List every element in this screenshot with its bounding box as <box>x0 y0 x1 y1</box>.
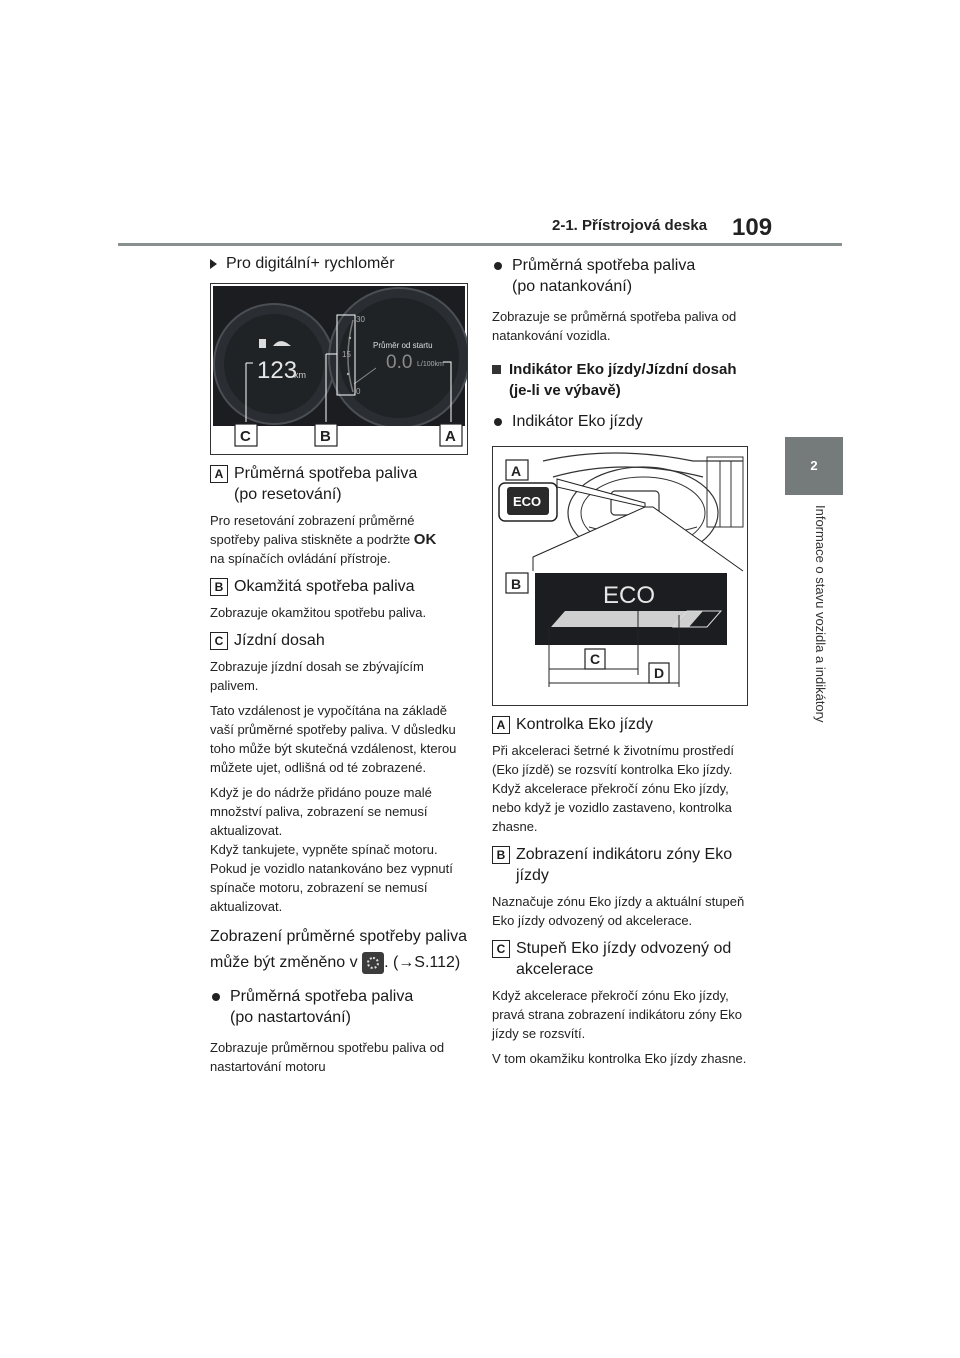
item-title-line2: jízdy <box>516 867 549 884</box>
eco-zone-description: Naznačuje zónu Eko jízdy a aktuální stupeň Eko jízdy odvozený od akcelerace. <box>492 894 745 928</box>
item-letter-box: C <box>492 940 510 958</box>
bullet-eco-indicator: Indikátor Eko jízdy <box>492 411 750 432</box>
pointer-to-indicator <box>533 507 743 571</box>
item-letter-box: A <box>210 465 228 483</box>
bullet-icon <box>494 262 502 270</box>
page-number: 109 <box>732 214 773 241</box>
eco-figure <box>492 446 748 706</box>
eco-level-description-1: Když akcelerace překročí zónu Eko jízdy, pravá strana zobrazení indikátoru zóny Eko jízdy se rozsvítí. <box>492 988 743 1041</box>
header-rule <box>118 243 842 246</box>
gauge-label-15: 15 <box>342 350 351 359</box>
speedometer-illustration <box>211 284 467 454</box>
callout-letter-d: D <box>654 665 665 681</box>
range-value: 123 <box>257 357 298 384</box>
item-letter-box: B <box>210 578 228 596</box>
range-description-2: Tato vzdálenost je vypočítána na základě vaší průměrné spotřeby paliva. V důsledku toho může být skutečná vzdálenost, kterou můžete ujet, odlišná od té zobrazené. <box>210 703 457 775</box>
ok-button-glyph: OK <box>413 531 437 548</box>
eco-illustration <box>493 447 747 705</box>
callout-letter-b: B <box>511 576 522 592</box>
avg-label: Průměr od startu <box>373 341 433 350</box>
callout-letter-c: C <box>240 428 251 445</box>
subsection-title-text: Pro digitální+ rychloměr <box>226 255 395 272</box>
item-title: Zobrazení indikátoru zóny Eko <box>516 846 733 863</box>
callout-letter-b: B <box>320 428 331 445</box>
speedometer-figure <box>210 283 468 455</box>
item-b <box>492 844 750 886</box>
section-heading: Indikátor Eko jízdy/Jízdní dosah (je-li ve výbavě) <box>492 359 750 401</box>
chapter-title: Informace o stavu vozidla a indikátory <box>813 505 828 723</box>
item-a <box>210 463 468 505</box>
after-start-description: Zobrazuje průměrnou spotřebu paliva od nastartování motoru <box>210 1040 445 1074</box>
callout-letter-c: C <box>590 651 601 667</box>
square-bullet-icon <box>492 365 501 374</box>
eco-lamp-description: Při akceleraci šetrné k životnímu prostředí (Eko jízdě) se rozsvítí kontrolka Eko jízdy. Když akcelerace překročí zónu Eko jízdy, nebo když je vozidlo zastaveno, kontrolka zhasne. <box>492 743 735 834</box>
left-column <box>210 255 468 1076</box>
section-title: 2-1. Přístrojová deska <box>552 217 708 234</box>
bullet-after-refuel: Průměrná spotřeba paliva (po natankování) <box>492 255 750 297</box>
item-title: Stupeň Eko jízdy odvozený od <box>516 940 732 957</box>
change-note: Zobrazení průměrné spotřeby paliva může být změněno v . (→S.112) <box>210 924 468 976</box>
item-title: Průměrná spotřeba paliva <box>234 465 418 482</box>
item-letter-box: A <box>492 716 510 734</box>
gauge-label-0: 0 <box>356 387 361 396</box>
triangle-icon <box>210 259 217 269</box>
gauge-label-30: 30 <box>356 315 365 324</box>
bullet-after-start: Průměrná spotřeba paliva (po nastartování) <box>210 986 468 1028</box>
item-letter-box: C <box>210 632 228 650</box>
item-title: Kontrolka Eko jízdy <box>516 716 653 733</box>
callout-letter-a: A <box>511 463 522 479</box>
item-letter-box: B <box>492 846 510 864</box>
right-column <box>492 255 750 1068</box>
item-title-line2: (po resetování) <box>234 486 342 503</box>
item-a <box>492 714 750 735</box>
range-description-3: Když je do nádrže přidáno pouze malé množství paliva, zobrazení se nemusí aktualizovat. <box>210 785 432 838</box>
eco-level-description-2: V tom okamžiku kontrolka Eko jízdy zhasne. <box>492 1051 747 1066</box>
chapter-tab: 2 <box>785 437 843 495</box>
avg-value: 0.0 <box>386 352 413 373</box>
gear-icon <box>362 952 384 974</box>
item-c <box>492 938 750 980</box>
eco-zone-title: ECO <box>603 582 656 609</box>
item-b <box>210 576 468 597</box>
reset-description: Pro resetování zobrazení průměrné spotřeby paliva stiskněte a podržte OK na spínačích ovládání přístroje. <box>210 513 437 566</box>
eco-lamp-text: ECO <box>513 494 542 509</box>
callout-letter-a: A <box>445 428 456 445</box>
item-title: Jízdní dosah <box>234 632 325 649</box>
range-unit: km <box>294 370 306 380</box>
range-description-4: Když tankujete, vypněte spínač motoru. Pokud je vozidlo natankováno bez vypnutí spínače motoru, zobrazení se nemusí aktualizovat. <box>210 842 453 914</box>
fuel-pump-icon <box>259 339 266 348</box>
instant-description: Zobrazuje okamžitou spotřebu paliva. <box>210 605 427 620</box>
item-title: Okamžitá spotřeba paliva <box>234 578 415 595</box>
item-title-line2: akcelerace <box>516 961 594 978</box>
item-c <box>210 630 468 651</box>
avg-unit: L/100km <box>417 361 444 368</box>
after-refuel-description: Zobrazuje se průměrná spotřeba paliva od natankování vozidla. <box>492 309 737 343</box>
bullet-icon <box>494 418 502 426</box>
bullet-icon <box>212 993 220 1001</box>
subsection-title <box>210 255 468 273</box>
range-description-1: Zobrazuje jízdní dosah se zbývajícím palivem. <box>210 659 424 693</box>
